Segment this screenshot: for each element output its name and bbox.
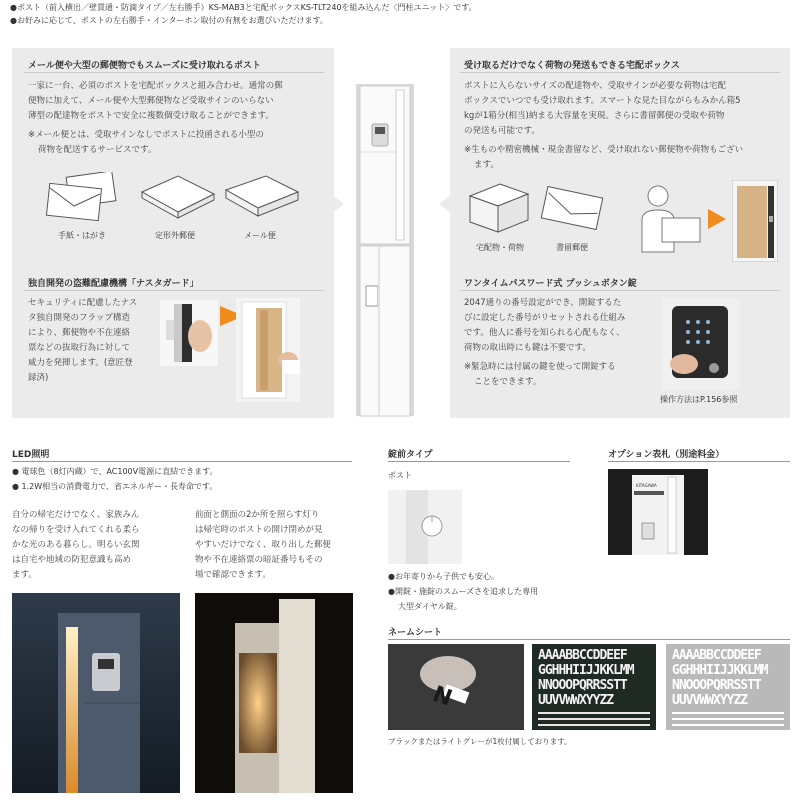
dial-lock-photo: [388, 490, 462, 564]
operation-reference: 操作方法はP.156参照: [660, 395, 738, 404]
mail-service-icon: [222, 172, 302, 222]
delivery-box-open-photo: [732, 180, 778, 262]
letters-row: AAAABBCCDDEEF: [672, 648, 761, 663]
item-parcel-label: 宅配物・荷物: [476, 243, 524, 252]
nameplate-photo: [608, 469, 708, 555]
led-col2-2: は帰宅時のポストの開け閉めが見: [195, 525, 323, 535]
delivery-body-3: kgが1箱分(相当)納まる大容量を実現。さらに書留郵便の受取や荷物: [464, 111, 725, 121]
lock-body-4: 荷物の取出時にも鍵は不要です。: [464, 343, 591, 353]
divider: [608, 461, 790, 462]
parcel-box-icon: [464, 180, 534, 236]
nonstandard-mail-icon: [138, 172, 218, 222]
lock-type-post-label: ポスト: [388, 471, 412, 480]
delivery-body-1: ポストに入らないサイズの配達物や、受取サインが必要な荷物は宅配: [464, 81, 727, 91]
guard-body-3: により、郵便物や不在連絡: [28, 328, 131, 338]
flap-section-photo: [236, 298, 300, 402]
led-bullet-1: ● 電球色（8灯内蔵）で、AC100V電源に直結できます。: [12, 467, 218, 476]
led-col1-1: 自分の帰宅だけでなく、家族みん: [12, 510, 140, 520]
divider: [388, 461, 570, 462]
letters-row: NNOOOPQRRSSTT: [672, 678, 761, 693]
post-feature-body-1: 一家に一台、必須のポストを宅配ボックスと組み合わせ。通常の郵: [28, 81, 283, 91]
delivery-box-title: 受け取るだけでなく荷物の発送もできる宅配ボックス: [464, 61, 680, 71]
item-registered-label: 書留郵便: [556, 243, 588, 252]
lock-type-bullet-2: ●開錠・施錠のスムーズさを追求した専用: [388, 587, 539, 596]
name-sheet-application-photo: [388, 644, 524, 730]
divider: [24, 72, 324, 73]
keypad-lock-photo: [662, 298, 740, 390]
divider: [388, 639, 790, 640]
led-col1-5: ます。: [12, 570, 37, 580]
led-col1-4: は自宅や地域の防犯意識も高め: [12, 555, 132, 565]
post-feature-title: メール便や大型の郵便物でもスムーズに受け取れるポスト: [28, 61, 261, 71]
letters-row: AAAABBCCDDEEF: [538, 648, 627, 663]
arrow-icon: [708, 208, 728, 230]
name-sheet-letters-gray: [672, 648, 768, 708]
led-night-photo-front: [12, 593, 180, 793]
letters-row: NNOOOPQRRSSTT: [538, 678, 627, 693]
option-nameplate-title: オプション表札（別途料金）: [608, 450, 725, 460]
left-panel-arrow: [332, 195, 344, 213]
divider: [12, 461, 352, 462]
lock-type-title: 錠前タイプ: [388, 450, 433, 460]
intro-line-2: ●お好みに応じて、ポストの左右勝手・インターホン取付の有無をお選びいただけます。: [10, 16, 328, 25]
post-feature-note-1: ※メール便とは、受取サインなしでポストに投函される小型の: [28, 130, 264, 140]
svg-text:N: N: [429, 681, 456, 712]
lock-note-2: ことをできます。: [474, 377, 542, 387]
lock-body-1: 2047通りの番号設定ができ、開錠するた: [464, 298, 622, 308]
item-nonstandard-label: 定形外郵便: [155, 231, 195, 240]
delivery-note-1: ※生ものや精密機械・現金書留など、受け取れない郵便物や荷物もござい: [464, 145, 744, 155]
item-mail-service-label: メール便: [244, 231, 276, 240]
delivery-body-4: の発送も可能です。: [464, 126, 540, 136]
name-sheet-lightgray: [666, 644, 790, 730]
divider: [24, 290, 324, 291]
led-col2-5: 場で確認できます。: [195, 570, 271, 580]
right-panel-arrow: [439, 195, 451, 213]
post-feature-body-3: 薄型の配達物をポストで安全に複数個受け取ることができます。: [28, 111, 274, 121]
lock-body-2: びに設定した番号がリセットされる仕組み: [464, 313, 626, 323]
intro-line-1: ●ポスト（前入横出／壁貫通・防滴タイプ／左右勝手）KS-MAB3と宅配ボックスKS-TLT240を組み込んだ〈門柱ユニット〉です。: [10, 3, 477, 12]
led-bullet-2: ● 1.2W相当の消費電力で、省エネルギー・長寿命です。: [12, 482, 218, 491]
guard-body-5: 威力を発揮します。(意匠登: [28, 358, 133, 368]
guard-body-1: セキュリティに配慮したナス: [28, 298, 138, 308]
led-col2-1: 前面と側面の2か所を照らす灯り: [195, 510, 320, 520]
lock-note-1: ※緊急時には付属の鍵を使って開錠する: [464, 362, 616, 372]
gate-unit-product-image: [352, 80, 418, 420]
led-col2-3: やすいだけでなく、取り出した郵便: [195, 540, 331, 550]
lock-type-bullet-1: ●お年寄りから子供でも安心。: [388, 572, 499, 581]
led-col1-3: かな光のある暮らし。明るい玄関: [12, 540, 140, 550]
guard-body-4: 票などの抜取行為に対して: [28, 343, 131, 353]
led-col1-2: なの帰りを受け入れてくれる柔ら: [12, 525, 140, 535]
nameplate-text: KITAGAWA: [636, 483, 657, 488]
flap-closeup-photo: [160, 300, 218, 366]
guard-body-6: 録済): [28, 373, 49, 383]
lock-body-3: です。他人に番号を知られる心配もなく、: [464, 328, 625, 338]
led-col2-4: 物や不在連絡票の暗証番号もその: [195, 555, 323, 565]
push-button-lock-title: ワンタイムパスワード式 プッシュボタン錠: [464, 279, 637, 289]
post-feature-body-2: 便物に加えて、メール便や大型郵便物など受取サインのいらない: [28, 96, 274, 106]
divider: [460, 72, 780, 73]
name-sheet-caption: ブラックまたはライトグレーが1枚付属しております。: [388, 737, 572, 746]
registered-mail-icon: [540, 186, 606, 230]
name-sheet-title: ネームシート: [388, 628, 443, 638]
letters-row: UUVVWWXYYZZ: [672, 693, 748, 708]
person-carrying-box-icon: [628, 178, 704, 254]
item-letter-label: 手紙・はがき: [58, 231, 106, 240]
name-sheet-black: [532, 644, 656, 730]
led-night-photo-side: [195, 593, 353, 793]
post-feature-note-2: 荷物を配送するサービスです。: [38, 145, 157, 155]
letters-row: GGHHHIIJJKKLMM: [672, 663, 768, 678]
name-sheet-letters-black: [538, 648, 634, 708]
letters-row: UUVVWWXYYZZ: [538, 693, 614, 708]
delivery-body-2: ボックスでいつでも受け取れます。スマートな見た目ながらもみかん箱5: [464, 96, 741, 106]
letters-row: GGHHHIIJJKKLMM: [538, 663, 634, 678]
letter-postcard-icon: [42, 172, 122, 222]
nasta-guard-title: 独自開発の盗難配慮機構「ナスタガード」: [28, 279, 199, 289]
guard-body-2: タ独自開発のフラップ構造: [28, 313, 130, 323]
led-title: LED照明: [12, 450, 50, 460]
divider: [460, 290, 780, 291]
delivery-note-2: ます。: [474, 160, 499, 170]
lock-type-bullet-3: 大型ダイヤル錠。: [398, 602, 462, 611]
